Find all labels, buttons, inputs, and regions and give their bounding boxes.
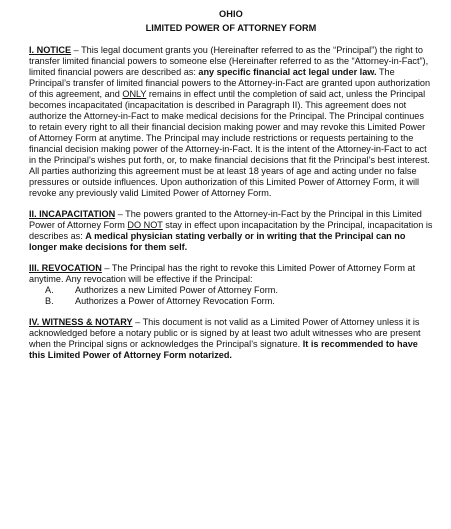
incapacitation-text-1: – The powers granted to the Attorney-in-Fact by the Principal in this Limited Power of Attorney Form (29, 209, 422, 230)
list-item-letter: A. (45, 285, 54, 295)
list-item (29, 285, 433, 296)
state-heading: OHIO (219, 9, 243, 19)
revocation-paragraph (29, 263, 433, 285)
revocation-list (29, 285, 433, 307)
notice-heading: I. NOTICE (29, 45, 72, 55)
incapacitation-underline-do-not: DO NOT (127, 220, 163, 230)
witness-section (29, 317, 433, 361)
list-item-letter: B. (45, 296, 54, 306)
revocation-text-1: – The Principal has the right to revoke this Limited Power of Attorney Form at anytime. Any revocation will be effective if the Principal: (29, 263, 416, 284)
revocation-heading: III. REVOCATION (29, 263, 102, 273)
notice-text-2: The Principal’s transfer of limited financial powers to the Attorney-in-Fact are granted upon authorization of this agreement, and (29, 67, 431, 99)
notice-bold-1: any specific financial act legal under law. (198, 67, 377, 77)
incapacitation-heading: II. INCAPACITATION (29, 209, 116, 219)
witness-text-1: – This document is not valid as a Limited Power of Attorney unless it is acknowledged before a notary public or is signed by at least two adult witnesses who are present when the Principal signs or acknowledges the Principal’s signature. (29, 317, 421, 349)
notice-underline-only: ONLY (122, 89, 147, 99)
form-title: LIMITED POWER OF ATTORNEY FORM (145, 23, 317, 33)
notice-section (29, 45, 433, 199)
notice-text-3: remains in effect until the completion of said act, unless the Principal becomes incapacitated (incapacitation is described in Paragraph II). This agreement does not authorize the Attorney-in-Fact to make medical decisions for the Principal. The Principal continues to retain every right to all their financial decision making power and may revoke this Limited Power of Attorney Form at anytime. The Principal may include restrictions or requests pertaining to the financial decision making power of the Attorney-in-Fact. It is the intent of the Attorney-in-Fact to act in the Principal’s wishes put forth, or, to make financial decisions that fit the Principal’s best interest. All parties authorizing this agreement must be at least 18 years of age and acting under no false pressures or outside influences. Upon authorization of this Limited Power of Attorney Form, it will revoke any previously valid Limited Power of Attorney Form. (29, 89, 430, 198)
notice-text-1: – This legal document grants you (Hereinafter referred to as the “Principal”) the right to transfer limited financial powers to someone else (Hereinafter referred to as the “Attorney-in-Fact”), limited financial powers are described as: (29, 45, 429, 77)
incapacitation-section (29, 209, 433, 253)
incapacitation-bold-1: A medical physician stating verbally or in writing that the Principal can no longer make decisions for them self. (29, 231, 406, 252)
list-item-text: Authorizes a new Limited Power of Attorney Form. (75, 285, 278, 295)
revocation-section (29, 263, 433, 307)
incapacitation-text-2: stay in effect upon incapacitation by the Principal, incapacitation is describes as: (29, 220, 433, 241)
witness-bold-1: It is recommended to have this Limited Power of Attorney Form notarized. (29, 339, 418, 360)
witness-heading: IV. WITNESS & NOTARY (29, 317, 133, 327)
list-item-text: Authorizes a Power of Attorney Revocation Form. (75, 296, 275, 306)
list-item (29, 296, 433, 307)
